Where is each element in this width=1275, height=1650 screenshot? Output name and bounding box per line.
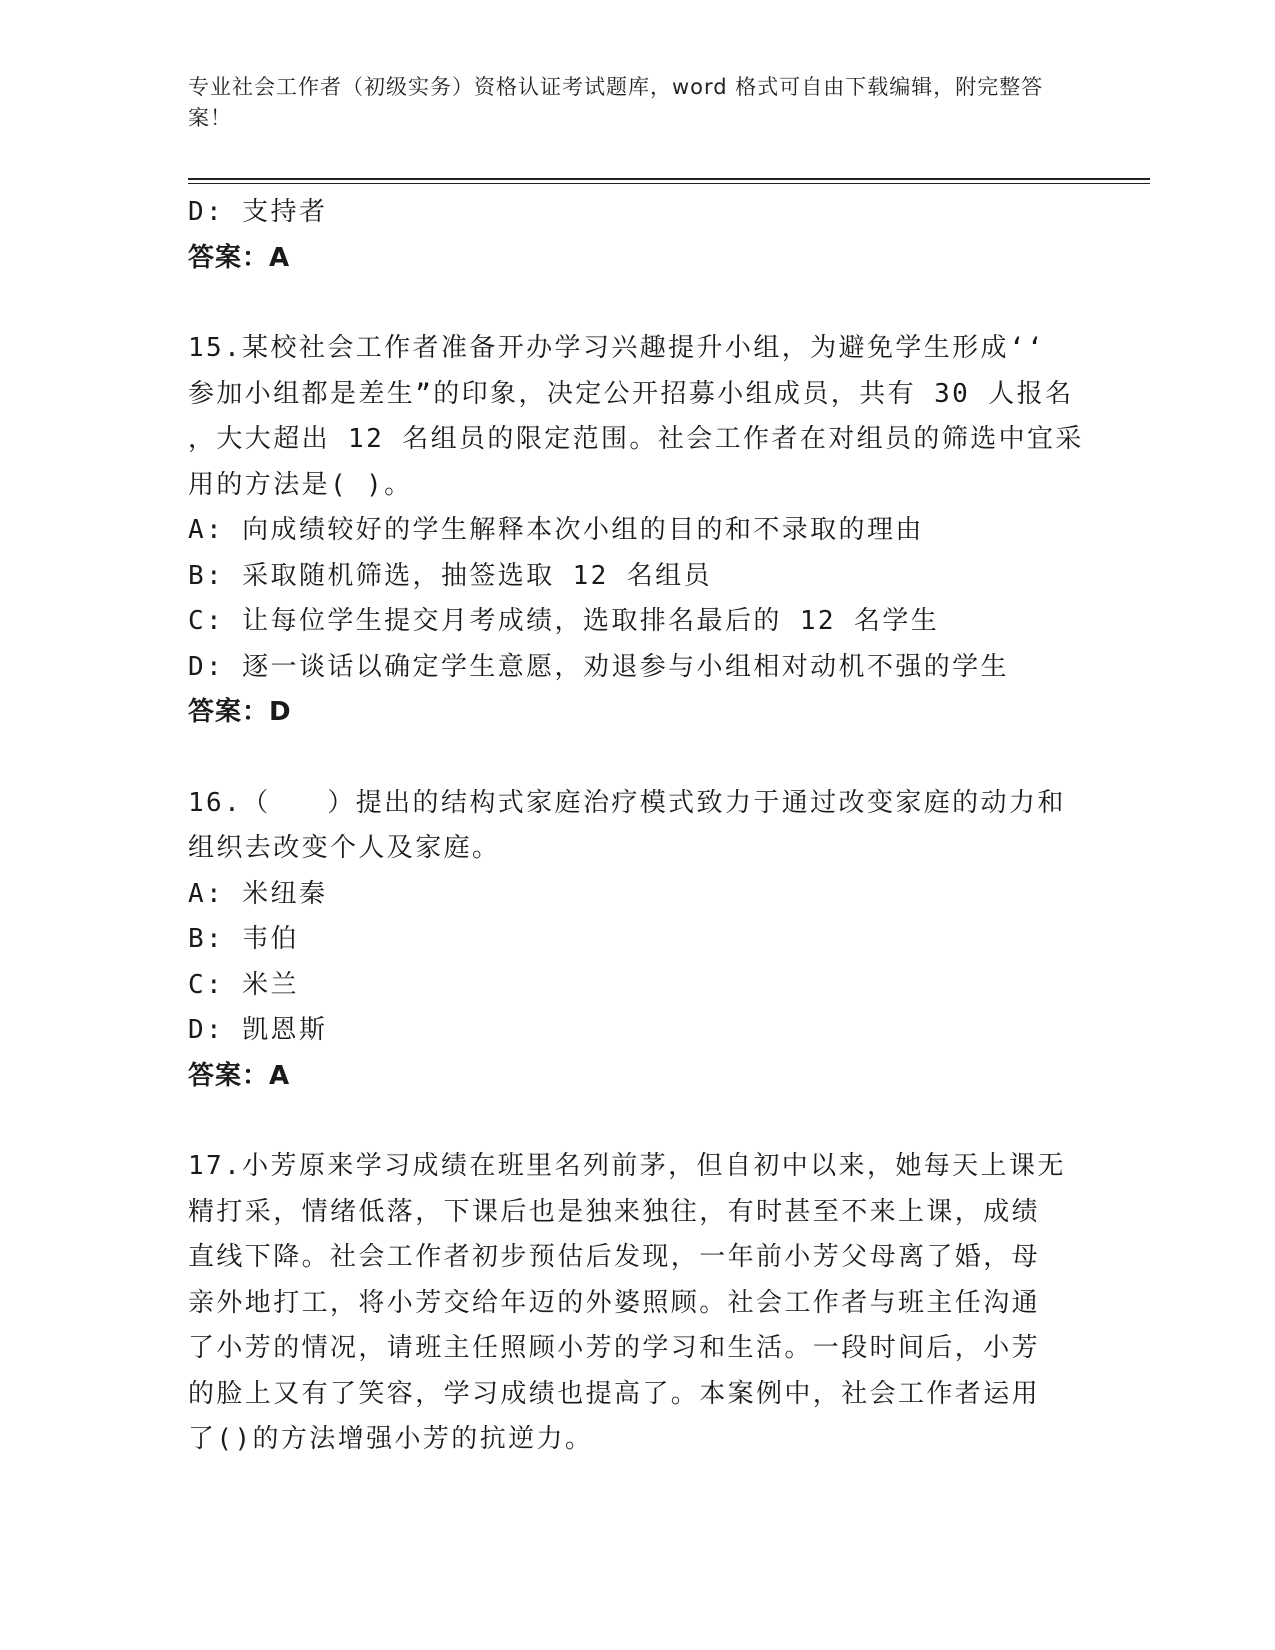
question-stem-line: 用的方法是( )。: [188, 469, 413, 500]
answer: 答案：A: [188, 242, 291, 273]
question-15: [188, 326, 1088, 736]
option-c: C: 米兰: [188, 969, 299, 1000]
option-b: B: 韦伯: [188, 924, 299, 954]
option-d: D: 凯恩斯: [188, 1015, 328, 1045]
question-stem-line: 组织去改变个人及家庭。: [188, 833, 501, 863]
question-stem-line: 17.小芳原来学习成绩在班里名列前茅，但自初中以来，她每天上课无: [188, 1151, 1066, 1181]
answer: 答案：D: [188, 697, 292, 727]
answer: 答案：A: [188, 1060, 291, 1091]
question-stem-line: 了()的方法增强小芳的抗逆力。: [188, 1424, 594, 1454]
page-header: 专业社会工作者（初级实务）资格认证考试题库，word 格式可自由下载编辑，附完整答案！: [188, 75, 1044, 130]
header-rule-thin: [188, 183, 1150, 184]
option-c: C: 让每位学生提交月考成绩，选取排名最后的 12 名学生: [188, 606, 940, 636]
spacer: [188, 281, 1088, 326]
question-16: [188, 781, 1088, 1100]
question-content: [188, 190, 1088, 1463]
question-stem-line: ，大大超出 12 名组员的限定范围。社会工作者在对组员的筛选中宜采: [188, 424, 1084, 454]
question-stem-line: 精打采，情绪低落，下课后也是独来独往，有时甚至不来上课，成绩: [188, 1196, 1041, 1227]
option-a: A: 向成绩较好的学生解释本次小组的目的和不录取的理由: [188, 515, 924, 545]
spacer: [188, 736, 1088, 781]
header-rule-thick: [188, 178, 1150, 180]
question-stem-line: 的脸上又有了笑容，学习成绩也提高了。本案例中，社会工作者运用: [188, 1378, 1041, 1409]
question-stem-line: 直线下降。社会工作者初步预估后发现，一年前小芳父母离了婚，母: [188, 1242, 1041, 1272]
spacer: [188, 1099, 1088, 1144]
question-stem-line: 了小芳的情况，请班主任照顾小芳的学习和生活。一段时间后，小芳: [188, 1333, 1041, 1363]
question-stem-line: 16.（ ）提出的结构式家庭治疗模式致力于通过改变家庭的动力和: [188, 787, 1066, 818]
option-d: D: 逐一谈话以确定学生意愿，劝退参与小组相对动机不强的学生: [188, 651, 1009, 682]
question-stem-line: 参加小组都是差生”的印象，决定公开招募小组成员，共有 30 人报名: [188, 378, 1074, 409]
option-a: A: 米纽秦: [188, 878, 328, 909]
question-17: [188, 1144, 1088, 1463]
option-d: D: 支持者: [188, 197, 328, 227]
question-stem-line: 15.某校社会工作者准备开办学习兴趣提升小组，为避免学生形成‘‘: [188, 333, 1046, 363]
question-stem-line: 亲外地打工，将小芳交给年迈的外婆照顾。社会工作者与班主任沟通: [188, 1287, 1041, 1318]
option-b: B: 采取随机筛选，抽签选取 12 名组员: [188, 560, 712, 591]
